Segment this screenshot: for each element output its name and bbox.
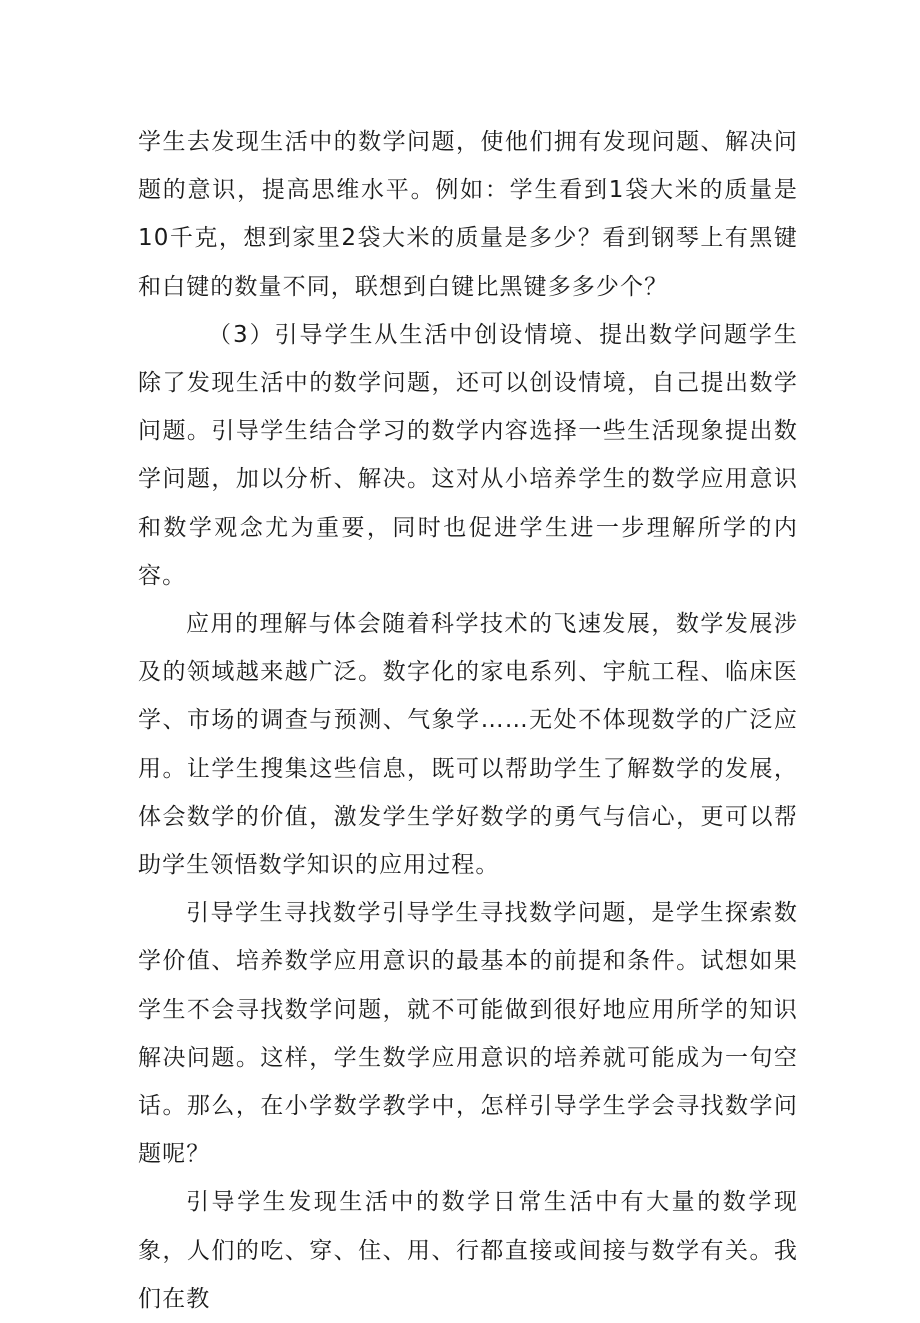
document-body xyxy=(138,118,798,1323)
paragraph-3: 应用的理解与体会随着科学技术的飞速发展，数学发展涉及的领域越来越广泛。数字化的家电系列、宇航工程、临床医学、市场的调查与预测、气象学……无处不体现数学的广泛应用。让学生搜集这些信息，既可以帮助学生了解数学的发展，体会数学的价值，激发学生学好数学的勇气与信心，更可以帮助学生领悟数学知识的应用过程。 xyxy=(138,611,798,879)
paragraph-4: 引导学生寻找数学引导学生寻找数学问题，是学生探索数学价值、培养数学应用意识的最基本的前提和条件。试想如果学生不会寻找数学问题，就不可能做到很好地应用所学的知识解决问题。这样，学生数学应用意识的培养就可能成为一句空话。那么，在小学数学教学中，怎样引导学生学会寻找数学问题呢？ xyxy=(138,900,798,1168)
paragraph-1: 学生去发现生活中的数学问题，使他们拥有发现问题、解决问题的意识，提高思维水平。例如：学生看到1袋大米的质量是10千克，想到家里2袋大米的质量是多少？看到钢琴上有黑键和白键的数量不同，联想到白键比黑键多多少个？ xyxy=(138,129,798,300)
paragraph-2: （3）引导学生从生活中创设情境、提出数学问题学生除了发现生活中的数学问题，还可以创设情境，自己提出数学问题。引导学生结合学习的数学内容选择一些生活现象提出数学问题，加以分析、解决。这对从小培养学生的数学应用意识和数学观念尤为重要，同时也促进学生进一步理解所学的内容。 xyxy=(138,321,798,589)
paragraph-5: 引导学生发现生活中的数学日常生活中有大量的数学现象，人们的吃、穿、住、用、行都直接或间接与数学有关。我们在教 xyxy=(138,1189,798,1312)
